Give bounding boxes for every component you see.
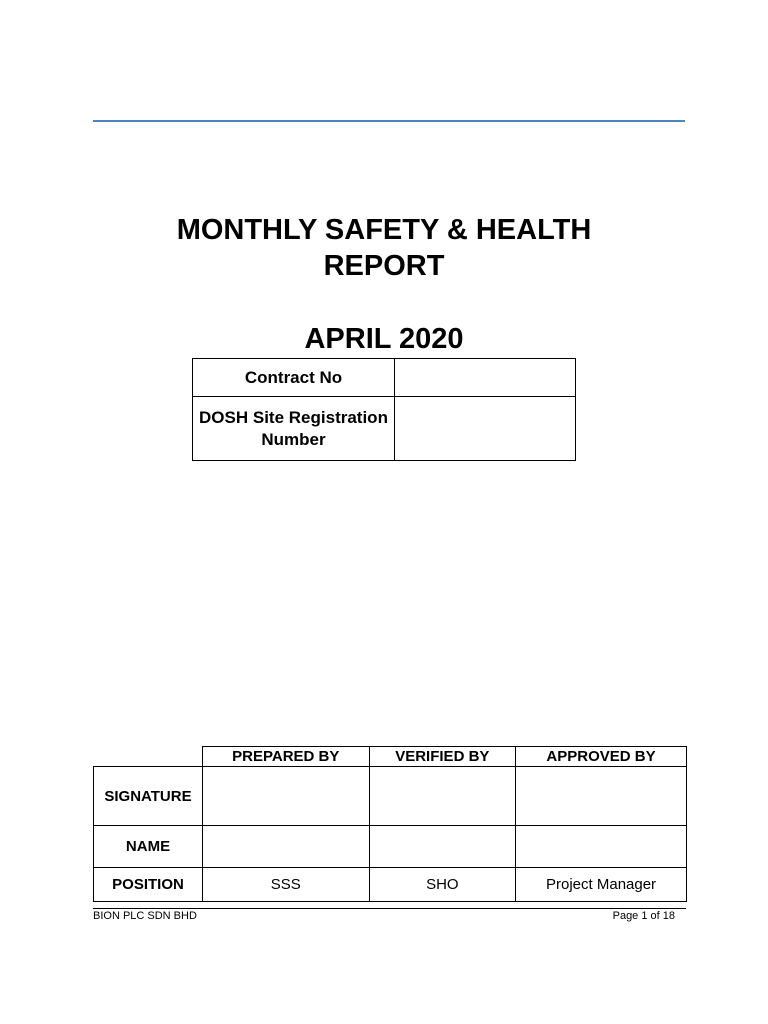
signature-label: SIGNATURE [94, 767, 203, 826]
contract-no-value [395, 359, 576, 397]
dosh-registration-value [395, 397, 576, 461]
name-row [94, 826, 687, 868]
verified-name-cell [369, 826, 515, 868]
verified-position-cell: SHO [369, 868, 515, 902]
header-rule [93, 120, 685, 122]
position-label: POSITION [94, 868, 203, 902]
report-period: APRIL 2020 [304, 323, 464, 355]
approval-table [93, 746, 687, 902]
contract-info-table [192, 358, 576, 461]
verified-signature-cell [369, 767, 515, 826]
prepared-name-cell [203, 826, 370, 868]
table-row [193, 359, 576, 397]
prepared-signature-cell [203, 767, 370, 826]
corner-cell [94, 747, 203, 767]
approved-signature-cell [516, 767, 687, 826]
approved-position-cell: Project Manager [516, 868, 687, 902]
dosh-registration-label: DOSH Site Registration Number [193, 397, 395, 461]
approved-by-header: APPROVED BY [516, 747, 687, 767]
footer-rule [93, 908, 686, 909]
prepared-position-cell: SSS [203, 868, 370, 902]
table-row [193, 397, 576, 461]
signature-row [94, 767, 687, 826]
approved-name-cell [516, 826, 687, 868]
approval-header-row [94, 747, 687, 767]
verified-by-header: VERIFIED BY [369, 747, 515, 767]
prepared-by-header: PREPARED BY [203, 747, 370, 767]
position-row [94, 868, 687, 902]
footer-company: BION PLC SDN BHD [93, 910, 197, 922]
report-title-line2: REPORT [323, 250, 445, 282]
name-label: NAME [94, 826, 203, 868]
report-title-line1: MONTHLY SAFETY & HEALTH [176, 214, 592, 246]
footer-page-number: Page 1 of 18 [612, 910, 675, 922]
contract-no-label: Contract No [193, 359, 395, 397]
